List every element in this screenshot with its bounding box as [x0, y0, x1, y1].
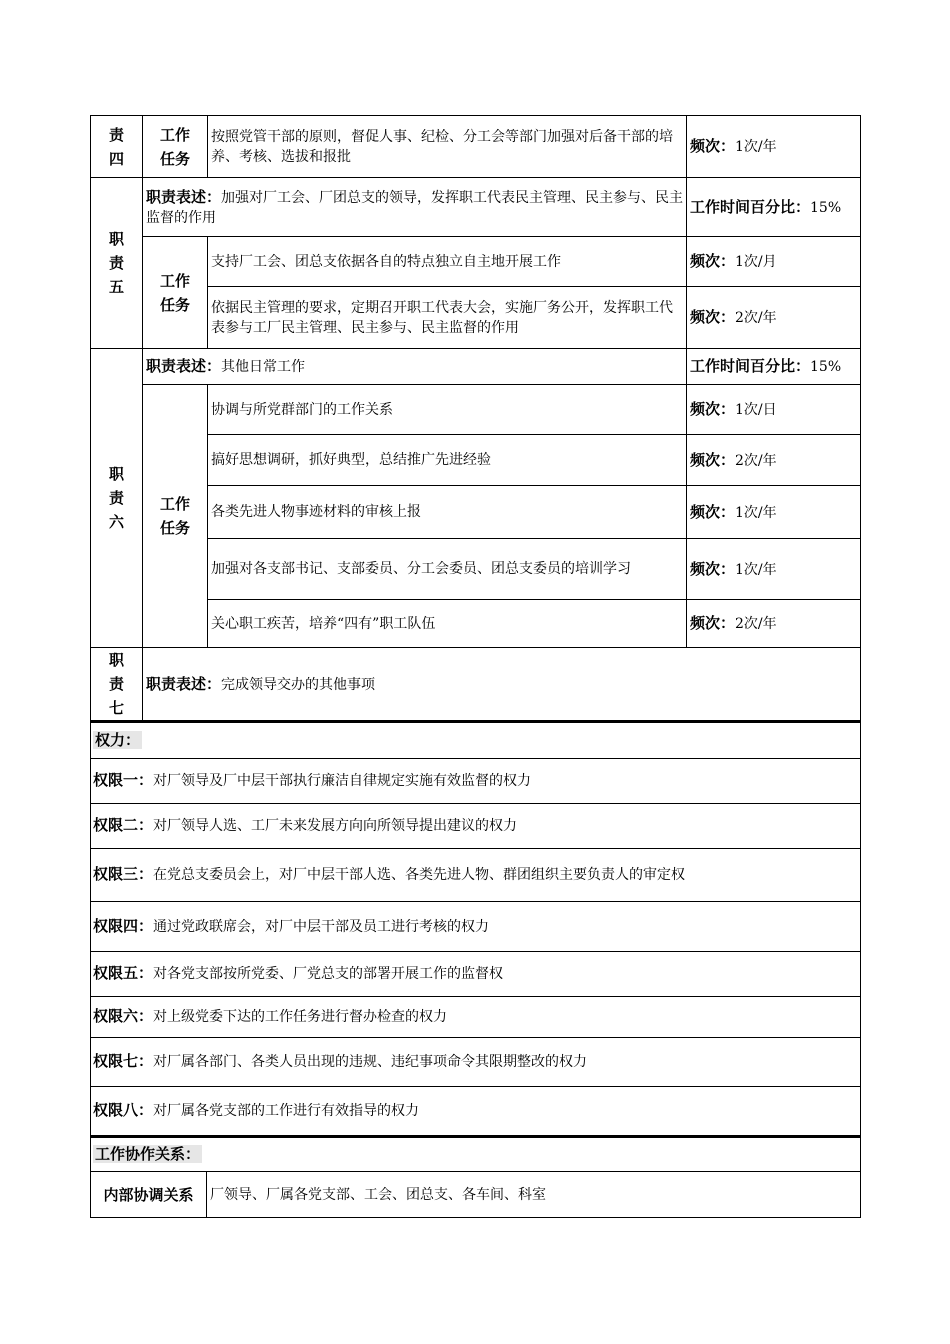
duty6-percentage [687, 349, 861, 385]
power-row [91, 803, 861, 848]
duty7-row [91, 648, 861, 721]
duty4-task: 按照党管干部的原则，督促人事、纪检、分工会等部门加强对后备干部的培养、考核、选拔和报批 [208, 116, 687, 178]
duty6-task: 协调与所党群部门的工作关系 [208, 385, 687, 435]
cooperation-table [90, 1136, 861, 1219]
internal-coordination-value: 厂领导、厂属各党支部、工会、团总支、各车间、科室 [207, 1172, 861, 1218]
duty5-task-label: 工作 任务 [143, 237, 208, 349]
power-row [91, 758, 861, 803]
duty5-task-row [91, 237, 861, 287]
duty6-frequency [687, 435, 861, 486]
power-label: 权限四： [93, 916, 154, 935]
power-row [91, 996, 861, 1037]
duty6-frequency [687, 486, 861, 539]
duty6-frequency [687, 539, 861, 600]
power-item-2 [91, 803, 861, 848]
freq-value: 2次/年 [735, 310, 777, 326]
job-description-sheet [90, 115, 860, 1218]
duty4-label: 责 四 [91, 116, 143, 178]
power-table [90, 721, 861, 1136]
power-label: 权限七： [93, 1052, 154, 1070]
power-row [91, 1086, 861, 1135]
power-label: 权限二： [93, 816, 154, 834]
desc-text: 完成领导交办的其他事项 [221, 676, 376, 693]
desc-label: 职责表述： [146, 187, 222, 206]
power-label: 权限一： [93, 771, 154, 789]
duty4-row [91, 116, 861, 178]
power-text: 对上级党委下达的工作任务进行督办检查的权力 [153, 1009, 448, 1025]
power-heading [91, 722, 861, 758]
duty5-desc-row [91, 178, 861, 237]
duty7-label: 职 责 七 [91, 648, 143, 721]
cooperation-heading-row [91, 1137, 861, 1172]
duty6-task: 关心职工疾苦，培养“四有”职工队伍 [208, 600, 687, 648]
cooperation-heading [91, 1137, 861, 1172]
internal-coordination-label: 内部协调关系 [91, 1172, 207, 1218]
duty6-desc-row [91, 349, 861, 385]
power-item-7 [91, 1037, 861, 1086]
power-heading-label: 权力： [95, 730, 141, 749]
power-text: 对厂领导及厂中层干部执行廉洁自律规定实施有效监督的权力 [153, 773, 532, 789]
power-item-5 [91, 951, 861, 996]
freq-value: 1次/日 [735, 402, 777, 418]
power-item-1 [91, 758, 861, 803]
duty5-percentage [687, 178, 861, 237]
duty5-label: 职 责 五 [91, 178, 143, 349]
power-label: 权限八： [93, 1101, 154, 1119]
desc-text: 其他日常工作 [221, 359, 306, 375]
duty6-task: 搞好思想调研，抓好典型，总结推广先进经验 [208, 435, 687, 486]
power-row [91, 1037, 861, 1086]
duty6-task: 加强对各支部书记、支部委员、分工会委员、团总支委员的培训学习 [208, 539, 687, 600]
power-item-3 [91, 848, 861, 901]
duty6-frequency [687, 600, 861, 648]
power-row [91, 951, 861, 996]
pct-label: 工作时间百分比： [690, 197, 811, 216]
duty7-description [143, 648, 861, 721]
power-row [91, 848, 861, 901]
power-item-4 [91, 901, 861, 951]
duty6-description [143, 349, 687, 385]
freq-label: 频次： [690, 614, 736, 632]
cooperation-heading-label: 工作协作关系： [95, 1144, 201, 1163]
power-text: 在党总支委员会上，对厂中层干部人选、各类先进人物、群团组织主要负责人的审定权 [153, 867, 686, 883]
freq-value: 1次/年 [735, 504, 777, 521]
desc-label: 职责表述： [146, 357, 222, 375]
power-text: 对各党支部按所党委、厂党总支的部署开展工作的监督权 [153, 966, 504, 982]
freq-value: 1次/年 [735, 139, 777, 155]
duty4-task-label: 工作 任务 [143, 116, 208, 178]
freq-value: 1次/月 [735, 254, 777, 270]
power-text: 对厂属各部门、各类人员出现的违规、违纪事项命令其限期整改的权力 [153, 1054, 588, 1070]
freq-label: 频次： [690, 450, 736, 469]
duty5-frequency [687, 287, 861, 349]
power-label: 权限三： [93, 865, 154, 883]
power-text: 对厂领导人选、工厂未来发展方向向所领导提出建议的权力 [153, 818, 518, 834]
duty4-frequency [687, 116, 861, 178]
freq-value: 2次/年 [735, 616, 777, 632]
desc-label: 职责表述： [146, 674, 222, 693]
duty6-label: 职 责 六 [91, 349, 143, 648]
pct-value: 15% [810, 199, 842, 216]
duties-table [90, 115, 861, 721]
pct-label: 工作时间百分比： [690, 357, 811, 375]
freq-label: 频次： [690, 308, 736, 326]
freq-value: 1次/年 [735, 561, 777, 578]
duty6-frequency [687, 385, 861, 435]
freq-label: 频次： [690, 502, 736, 521]
duty6-task: 各类先进人物事迹材料的审核上报 [208, 486, 687, 539]
power-item-8 [91, 1086, 861, 1135]
power-label: 权限五： [93, 964, 154, 982]
power-text: 对厂属各党支部的工作进行有效指导的权力 [153, 1103, 420, 1119]
power-text: 通过党政联席会，对厂中层干部及员工进行考核的权力 [153, 918, 490, 935]
duty5-description [143, 178, 687, 237]
power-row [91, 901, 861, 951]
duty5-task: 支持厂工会、团总支依据各自的特点独立自主地开展工作 [208, 237, 687, 287]
duty5-task: 依据民主管理的要求，定期召开职工代表大会，实施厂务公开，发挥职工代表参与工厂民主管理、民主参与、民主监督的作用 [208, 287, 687, 349]
power-heading-row [91, 722, 861, 758]
power-item-6 [91, 996, 861, 1037]
freq-label: 频次： [690, 252, 736, 270]
freq-label: 频次： [690, 137, 736, 155]
pct-value: 15% [810, 359, 842, 375]
duty6-task-label: 工作 任务 [143, 385, 208, 648]
desc-text: 加强对厂工会、厂团总支的领导，发挥职工代表民主管理、民主参与、民主监督的作用 [146, 189, 684, 226]
freq-value: 2次/年 [735, 452, 777, 469]
duty6-task-row [91, 385, 861, 435]
duty5-frequency [687, 237, 861, 287]
power-label: 权限六： [93, 1007, 154, 1025]
freq-label: 频次： [690, 559, 736, 578]
freq-label: 频次： [690, 400, 736, 418]
internal-coordination-row [91, 1172, 861, 1218]
